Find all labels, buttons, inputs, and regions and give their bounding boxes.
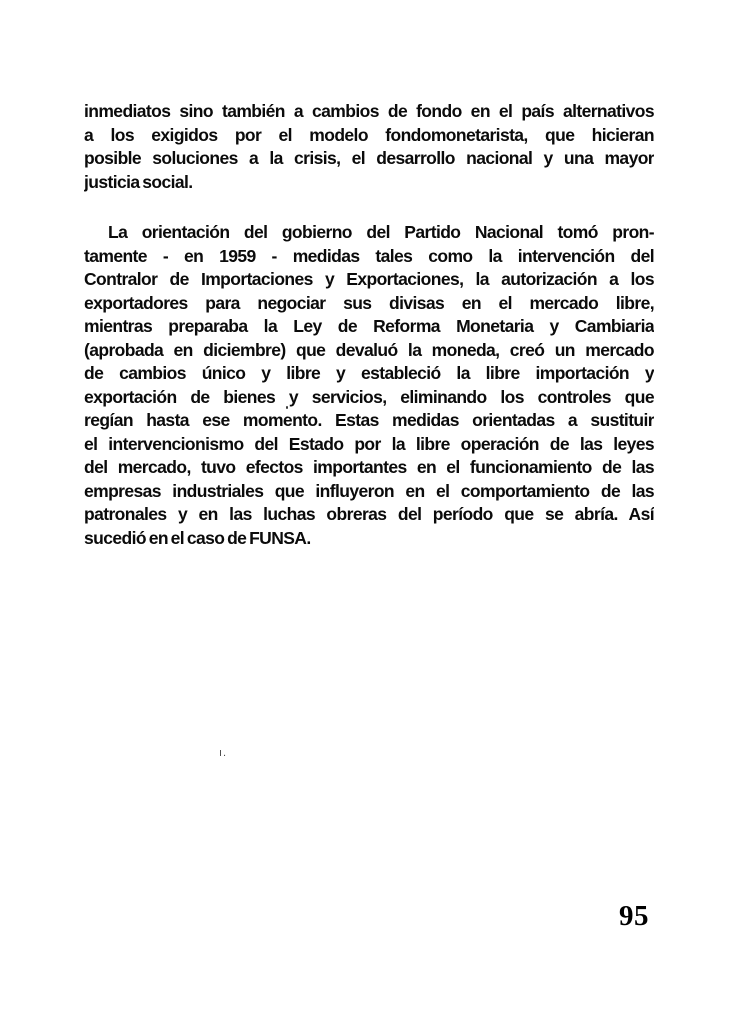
- text-line: regían hasta ese momento. Estas medidas orientadas a sustituir: [84, 410, 654, 430]
- text-line: justicia social.: [84, 171, 193, 192]
- text-line: Contralor de Importaciones y Exportaciones, la autorización a los: [84, 269, 654, 289]
- scan-speck: ı.: [219, 747, 228, 759]
- text-line: inmediatos sino también a cambios de fondo en el país alternativos: [84, 101, 654, 121]
- text-line: exportadores para negociar sus divisas en el mercado libre,: [84, 292, 654, 313]
- paragraph: [84, 221, 654, 550]
- text-line: exportación de bienes y servicios, eliminando los controles que: [84, 386, 654, 407]
- text-line: empresas industriales que influyeron en el comportamiento de las: [84, 480, 654, 501]
- text-line: posible soluciones a la crisis, el desarrollo nacional y una mayor: [84, 148, 654, 168]
- text-line: (aprobada en diciembre) que devaluó la moneda, creó un mercado: [84, 339, 654, 360]
- text-line: tamente - en 1959 - medidas tales como la intervención del: [84, 245, 654, 266]
- text-line: el intervencionismo del Estado por la libre operación de las leyes: [84, 433, 654, 454]
- text-line: a los exigidos por el modelo fondomonetarista, que hicieran: [84, 124, 654, 145]
- text-line: del mercado, tuvo efectos importantes en el funcionamiento de las: [84, 457, 654, 477]
- text-line: sucedió en el caso de FUNSA.: [84, 527, 311, 548]
- body-text: [84, 100, 654, 550]
- text-line: de cambios único y libre y estableció la libre importación y: [84, 363, 654, 383]
- page-number: 95: [619, 900, 649, 932]
- text-line: La orientación del gobierno del Partido Nacional tomó pron-: [108, 222, 654, 242]
- text-line: mientras preparaba la Ley de Reforma Monetaria y Cambiaria: [84, 316, 654, 336]
- text-line: patronales y en las luchas obreras del período que se abría. Así: [84, 504, 654, 524]
- paragraph: [84, 100, 654, 194]
- scan-dot: [286, 406, 288, 409]
